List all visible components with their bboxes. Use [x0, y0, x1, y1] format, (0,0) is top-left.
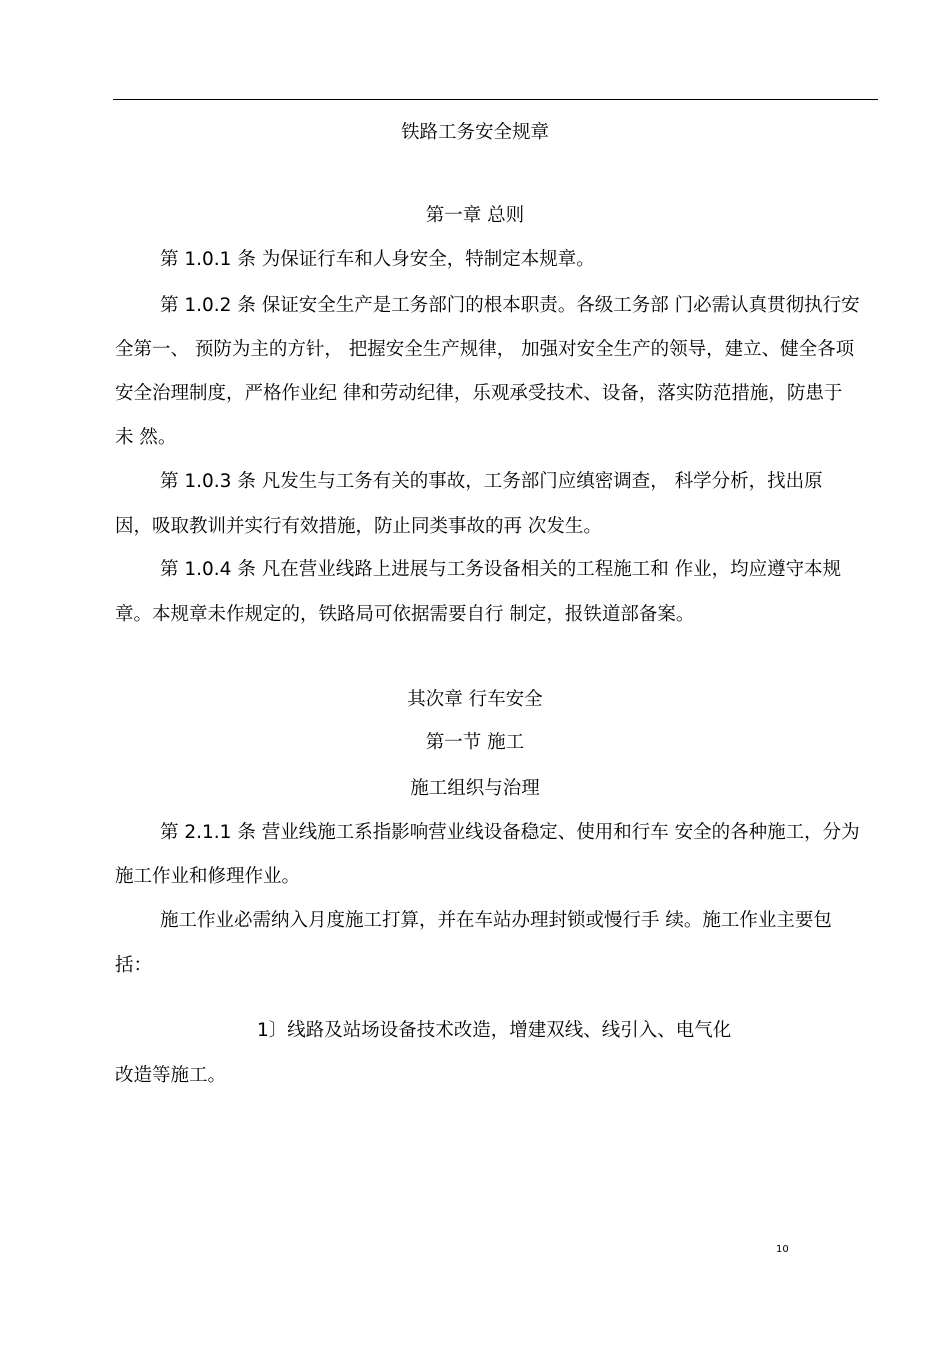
list-item-1-line-1: 1〕线路及站场设备技术改造，增建双线、线引入、电气化	[257, 1020, 732, 1041]
article-1-0-4-line-1: 第 1.0.4 条 凡在营业线路上进展与工务设备相关的工程施工和 作业，均应遵守本规	[160, 559, 842, 580]
article-1-0-2-line-2: 全第一、 预防为主的方针， 把握安全生产规律， 加强对安全生产的领导，建立、健全各项	[115, 339, 855, 360]
article-1-0-2-line-1: 第 1.0.2 条 保证安全生产是工务部门的根本职责。各级工务部 门必需认真贯彻执行安	[160, 295, 860, 316]
article-1-0-1: 第 1.0.1 条 为保证行车和人身安全，特制定本规章。	[160, 249, 595, 270]
article-1-0-3-line-2: 因，吸取教训并实行有效措施，防止同类事故的再 次发生。	[115, 516, 602, 537]
header-rule	[113, 99, 878, 100]
chapter-1-heading: 第一章 总则	[425, 205, 525, 226]
construction-paragraph-line-1: 施工作业必需纳入月度施工打算，并在车站办理封锁或慢行手 续。施工作业主要包	[160, 910, 832, 931]
section-1-heading: 第一节 施工	[425, 732, 525, 753]
list-item-1-line-2: 改造等施工。	[115, 1065, 227, 1086]
article-2-1-1-line-1: 第 2.1.1 条 营业线施工系指影响营业线设备稳定、使用和行车 安全的各种施工，分为	[160, 822, 860, 843]
article-1-0-2-line-4: 未 然。	[115, 427, 177, 448]
page-number: 10	[776, 1244, 789, 1255]
article-2-1-1-line-2: 施工作业和修理作业。	[115, 866, 301, 887]
document-title: 铁路工务安全规章	[400, 122, 549, 143]
subsection-heading: 施工组织与治理	[410, 778, 540, 799]
chapter-2-heading: 其次章 行车安全	[407, 689, 543, 710]
article-1-0-3-line-1: 第 1.0.3 条 凡发生与工务有关的事故，工务部门应缜密调查， 科学分析，找出原	[160, 471, 823, 492]
article-1-0-4-line-2: 章。本规章未作规定的，铁路局可依据需要自行 制定，报铁道部备案。	[115, 604, 695, 625]
construction-paragraph-line-2: 括：	[115, 955, 153, 976]
article-1-0-2-line-3: 安全治理制度，严格作业纪 律和劳动纪律，乐观承受技术、设备，落实防范措施，防患于	[115, 383, 843, 404]
